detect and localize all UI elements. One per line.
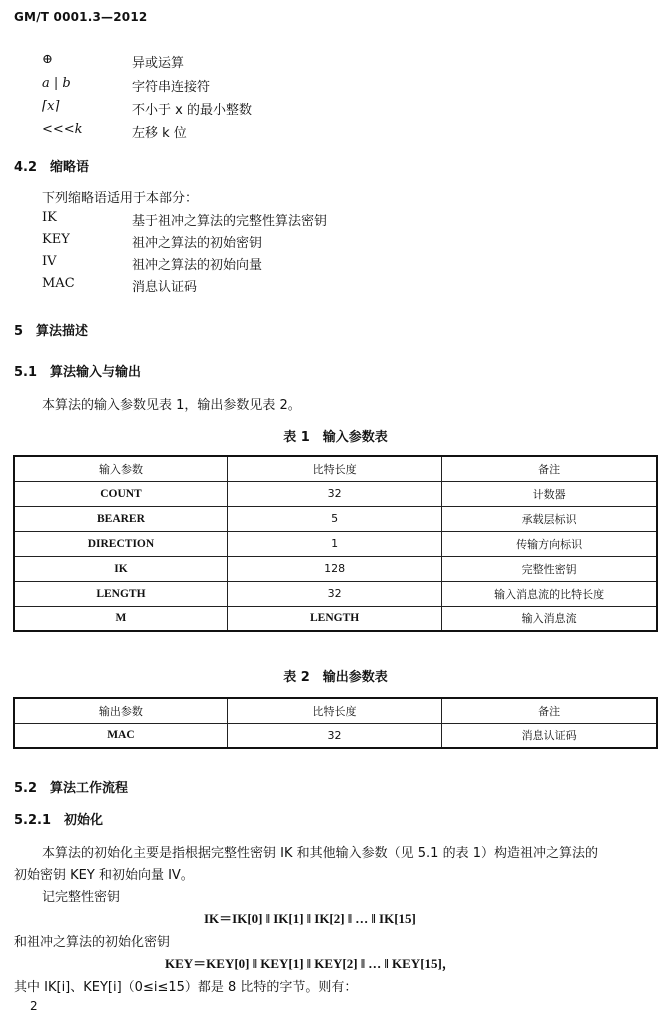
table-caption: 表 1 输入参数表 xyxy=(283,430,388,445)
paragraph-line: 本算法的初始化主要是指根据完整性密钥 IK 和其他输入参数（见 5.1 的表 1）构造祖冲之算法的 xyxy=(42,846,598,861)
table-cell: 32 xyxy=(227,581,441,606)
section-heading: 5.2 算法工作流程 xyxy=(14,781,129,796)
table-cell: DIRECTION xyxy=(14,531,227,556)
table-cell: COUNT xyxy=(14,481,227,506)
table-cell: 承载层标识 xyxy=(442,506,657,531)
table-cell: 128 xyxy=(227,556,441,581)
table-cell: 消息认证码 xyxy=(442,723,657,748)
symbol-key: a | b xyxy=(42,76,71,91)
table-cell: 32 xyxy=(227,481,441,506)
output-parameters-table xyxy=(13,697,658,749)
column-header: 比特长度 xyxy=(227,698,441,723)
paragraph-line: 和祖冲之算法的初始化密钥 xyxy=(14,935,171,950)
table-cell: 输入消息流 xyxy=(442,606,657,631)
symbol-desc: 异或运算 xyxy=(132,56,185,71)
table-cell: LENGTH xyxy=(227,606,441,631)
symbol-key: ⊕ xyxy=(42,52,53,67)
table-cell: BEARER xyxy=(14,506,227,531)
section-heading: 5.2.1 初始化 xyxy=(14,813,104,828)
table-row xyxy=(14,506,657,531)
table-row xyxy=(14,606,657,631)
table-row xyxy=(14,723,657,748)
table-cell: 传输方向标识 xyxy=(442,531,657,556)
table-header-row xyxy=(14,456,657,481)
column-header: 备注 xyxy=(442,456,657,481)
column-header: 输入参数 xyxy=(14,456,227,481)
section-heading: 5 算法描述 xyxy=(14,324,89,339)
section-heading: 5.1 算法输入与输出 xyxy=(14,365,142,380)
column-header: 比特长度 xyxy=(227,456,441,481)
table-caption: 表 2 输出参数表 xyxy=(283,670,388,685)
abbr-term: IK xyxy=(42,210,57,225)
page-number: 2 xyxy=(30,999,38,1013)
table-cell: LENGTH xyxy=(14,581,227,606)
paragraph: 本算法的输入参数见表 1，输出参数见表 2。 xyxy=(42,398,301,413)
table-cell: IK xyxy=(14,556,227,581)
symbol-key: <<<k xyxy=(42,122,83,137)
section-heading: 4.2 缩略语 xyxy=(14,160,90,175)
input-parameters-table xyxy=(13,455,658,632)
abbr-term: KEY xyxy=(42,232,70,247)
table-cell: 1 xyxy=(227,531,441,556)
table-row xyxy=(14,481,657,506)
table-cell: 输入消息流的比特长度 xyxy=(442,581,657,606)
symbol-key: ⌈x⌉ xyxy=(42,99,60,114)
symbol-desc: 左移 k 位 xyxy=(132,126,187,141)
symbol-desc: 不小于 x 的最小整数 xyxy=(132,103,252,118)
table-header-row xyxy=(14,698,657,723)
paragraph-line: 记完整性密钥 xyxy=(42,890,121,905)
paragraph-line: 其中 IK[i]、KEY[i]（0≤i≤15）都是 8 比特的字节。则有： xyxy=(14,980,358,995)
abbr-desc: 祖冲之算法的初始向量 xyxy=(132,258,263,273)
abbr-term: MAC xyxy=(42,276,75,291)
formula-key: KEY＝KEY[0] ‖ KEY[1] ‖ KEY[2] ‖ … ‖ KEY[15]， xyxy=(165,956,455,971)
abbr-term: IV xyxy=(42,254,57,269)
table-cell: 计数器 xyxy=(442,481,657,506)
abbr-desc: 祖冲之算法的初始密钥 xyxy=(132,236,263,251)
column-header: 备注 xyxy=(442,698,657,723)
formula-ik: IK＝IK[0] ‖ IK[1] ‖ IK[2] ‖ … ‖ IK[15] xyxy=(204,911,416,926)
table-cell: M xyxy=(14,606,227,631)
table-cell: 完整性密钥 xyxy=(442,556,657,581)
column-header: 输出参数 xyxy=(14,698,227,723)
table-row xyxy=(14,556,657,581)
table-cell: 5 xyxy=(227,506,441,531)
standard-id: GM/T 0001.3—2012 xyxy=(14,10,148,24)
table-row xyxy=(14,581,657,606)
abbr-desc: 基于祖冲之算法的完整性算法密钥 xyxy=(132,214,328,229)
abbr-desc: 消息认证码 xyxy=(132,280,198,295)
symbol-desc: 字符串连接符 xyxy=(132,80,211,95)
paragraph-line: 初始密钥 KEY 和初始向量 IV。 xyxy=(14,868,194,883)
table-cell: 32 xyxy=(227,723,441,748)
table-row xyxy=(14,531,657,556)
paragraph: 下列缩略语适用于本部分： xyxy=(42,191,199,206)
table-cell: MAC xyxy=(14,723,227,748)
